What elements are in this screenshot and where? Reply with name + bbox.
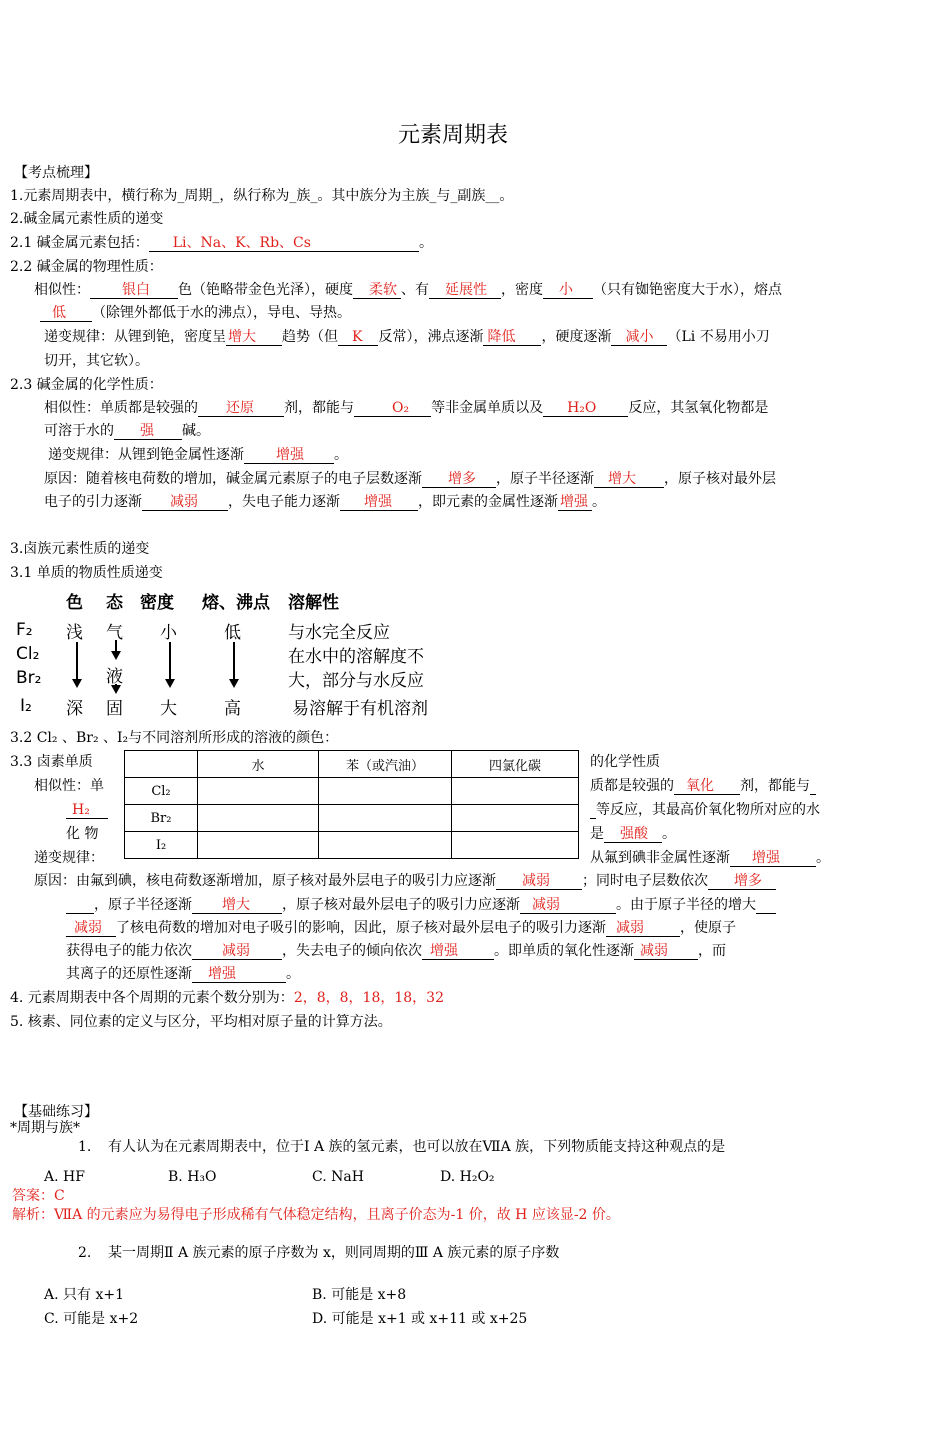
answer: 增强 (192, 966, 286, 983)
label: ，失电子能力逐渐 (228, 494, 340, 510)
label: 是 (590, 826, 604, 842)
answer: 增强 (340, 494, 418, 511)
text-line (44, 493, 606, 511)
label: 剂，都能与 (740, 778, 810, 794)
text-line (590, 849, 830, 867)
row-label: I₂ (125, 832, 198, 859)
text-line (48, 446, 348, 464)
solution-color-table (124, 750, 579, 859)
text-line (34, 872, 776, 890)
label: 等反应，其最高价氧化物所对应的水 (596, 802, 820, 818)
header-density: 密度 (140, 593, 174, 613)
text-line: 的化学性质 (590, 754, 660, 770)
label: 趋势（但 (282, 329, 338, 345)
solubility-line: 在水中的溶解度不 (288, 647, 424, 667)
text-line (66, 965, 300, 983)
label: ，即元素的金属性逐渐 (418, 494, 558, 510)
answer: 减弱 (634, 943, 698, 960)
answer: 减弱 (142, 494, 228, 511)
option: D. H₂O₂ (440, 1169, 495, 1185)
element-f2: F₂ (16, 620, 33, 640)
label: 递变规律：从锂到铯金属性逐渐 (48, 447, 244, 463)
label: ，原子半径逐渐 (94, 897, 192, 913)
page-title: 元素周期表 (398, 123, 509, 148)
table-cell (319, 832, 452, 859)
label: 电子的引力逐渐 (44, 494, 142, 510)
header-color: 色 (66, 593, 83, 613)
text-line: 相似性：单 (34, 778, 104, 794)
answer: 强酸 (604, 826, 662, 843)
answer: O₂ (354, 400, 431, 417)
label: 获得电子的能力依次 (66, 943, 192, 959)
table-cell (319, 778, 452, 805)
table-cell (198, 778, 319, 805)
element-cl2: Cl₂ (16, 644, 40, 664)
table-header-cell (125, 751, 198, 778)
option: C. 可能是 x+2 (44, 1311, 139, 1327)
text-line (66, 942, 726, 960)
header-solubility: 溶解性 (288, 593, 339, 613)
text-line: 1.元素周期表中，横行称为_周期_，纵行称为_族_。其中族分为主族_与_副族__。 (10, 188, 514, 204)
answer: 增多 (708, 873, 776, 890)
halogen-property-figure (14, 588, 444, 718)
section-heading: 【基础练习】 (14, 1104, 98, 1120)
text-line: 2.3 碱金属的化学性质： (10, 377, 163, 393)
answer: 强 (114, 423, 182, 440)
text-line: 3.3 卤素单质 (10, 754, 93, 770)
question-number: 1. (78, 1139, 92, 1155)
answer: 减弱 (192, 943, 282, 960)
text-line (40, 304, 351, 322)
label: 了核电荷数的增加对电子吸引的影响，因此，原子核对最外层电子的吸引力逐渐 (116, 920, 606, 936)
answer: 还原 (198, 400, 284, 417)
label: 递变规律：从锂到铯，密度呈 (44, 329, 226, 345)
table-cell (452, 832, 579, 859)
answer: 延展性 (429, 282, 501, 299)
explanation-line: 解析：ⅦA 的元素应为易得电子形成稀有气体稳定结构，且离子价态为-1 价，故 H 应该显-2 价。 (12, 1207, 620, 1223)
option: A. HF (44, 1169, 85, 1185)
label: 其离子的还原性逐渐 (66, 966, 192, 982)
text-line (590, 777, 816, 795)
label: 2.1 碱金属元素包括： (10, 235, 149, 251)
text-line: 递变规律： (34, 850, 104, 866)
table-header-cell: 苯（或汽油） (319, 751, 452, 778)
table-row (125, 832, 579, 859)
header-melting-point: 熔、沸点 (202, 593, 270, 613)
mp-low: 低 (224, 623, 241, 643)
text-line (44, 470, 776, 488)
state-solid: 固 (106, 699, 123, 719)
label: ，密度 (501, 282, 543, 298)
text-line (10, 989, 444, 1007)
option: A. 只有 x+1 (44, 1287, 124, 1303)
label: ，原子核对最外层电子的吸引力应逐渐 (282, 897, 520, 913)
label: 可溶于水的 (44, 423, 114, 439)
option: B. 可能是 x+8 (312, 1287, 407, 1303)
answer: 减弱 (520, 897, 616, 914)
answer: 增大 (192, 897, 282, 914)
answer: 银白 (90, 282, 178, 299)
answer: 小 (543, 282, 593, 299)
text-line: 2.2 碱金属的物理性质： (10, 259, 163, 275)
question-number: 2. (78, 1245, 92, 1261)
label: 。由于原子半径的增大 (616, 897, 756, 913)
answer: 降低 (483, 329, 541, 346)
label: 。 (334, 447, 348, 463)
answer: H₂ (66, 802, 108, 819)
row-label: Br₂ (125, 805, 198, 832)
label: ；同时电子层数依次 (582, 873, 708, 889)
text-line: 化 物 (66, 826, 99, 842)
label: ，失去电子的倾向依次 (282, 943, 422, 959)
solubility-line: 与水完全反应 (288, 623, 390, 643)
down-arrow-icon (115, 640, 117, 658)
label: 剂，都能与 (284, 400, 354, 416)
mp-high: 高 (224, 699, 241, 719)
label: 反常），沸点逐渐 (378, 329, 484, 345)
solubility-line: 易溶解于有机溶剂 (292, 699, 428, 719)
down-arrow-icon (169, 642, 171, 686)
text-line: *周期与族* (10, 1120, 80, 1136)
text-line: 3.卤族元素性质的递变 (10, 541, 150, 557)
answer: 减弱 (66, 920, 116, 937)
answer: 增强 (730, 850, 816, 867)
question-text: 有人认为在元素周期表中，位于Ⅰ A 族的氢元素，也可以放在ⅦA 族，下列物质能支持这种观点的是 (108, 1139, 726, 1155)
label: 。 (286, 966, 300, 982)
label: 。 (816, 850, 830, 866)
answer-line: 答案：C (12, 1188, 65, 1204)
label: 相似性：单质都是较强的 (44, 400, 198, 416)
table-row (125, 805, 579, 832)
label: 原因：随着核电荷数的增加，碱金属元素原子的电子层数逐渐 (44, 471, 422, 487)
label: 相似性： (34, 282, 90, 298)
header-state: 态 (106, 593, 123, 613)
row-label: Cl₂ (125, 778, 198, 805)
text-line (34, 281, 782, 299)
text-line: 2.1 碱金属元素包括： Li、Na、K、Rb、Cs 。 (10, 235, 433, 251)
color-light: 浅 (66, 623, 83, 643)
label: 4. 元素周期表中各个周期的元素个数分别为： (10, 990, 294, 1006)
text-line (44, 399, 768, 417)
option: B. H₃O (168, 1169, 217, 1185)
label: ，硬度逐渐 (541, 329, 612, 345)
label: 碱。 (182, 423, 210, 439)
answer (149, 235, 419, 252)
answer: 增强 (422, 943, 494, 960)
table-cell (452, 805, 579, 832)
label: 。 (662, 826, 676, 842)
label: 。 (592, 494, 606, 510)
answer: 增多 (422, 471, 496, 488)
label: （除锂外都低于水的沸点），导电、导热。 (92, 305, 351, 321)
answer: 减弱 (496, 873, 582, 890)
label: 。即单质的氧化性逐渐 (494, 943, 634, 959)
element-br2: Br₂ (16, 668, 42, 688)
label: ，而 (698, 943, 726, 959)
text-line: 3.1 单质的物质性质递变 (10, 565, 163, 581)
color-dark: 深 (66, 699, 83, 719)
answer: H₂O (543, 400, 628, 417)
text-line: 5. 核素、同位素的定义与区分，平均相对原子量的计算方法。 (10, 1014, 392, 1030)
label: ，使原子 (680, 920, 736, 936)
text-line (590, 825, 676, 843)
text-line (590, 801, 820, 819)
table-header-cell: 水 (198, 751, 319, 778)
state-liquid: 液 (106, 667, 123, 687)
question-text: 某一周期Ⅱ A 族元素的原子序数为 x，则同周期的Ⅲ A 族元素的原子序数 (108, 1245, 560, 1261)
label: ，原子核对最外层 (664, 471, 776, 487)
answer-text: Li、Na、K、Rb、Cs (172, 235, 311, 251)
table-cell (319, 805, 452, 832)
down-arrow-icon (76, 642, 78, 686)
text-line (44, 328, 770, 346)
answer: 增强 (558, 494, 592, 511)
answer: 增强 (244, 447, 334, 464)
label: ，原子半径逐渐 (496, 471, 594, 487)
label: 色（铯略带金色光泽），硬度 (178, 282, 353, 298)
answer: 减弱 (606, 920, 680, 937)
density-small: 小 (160, 623, 177, 643)
answer: 柔软 (353, 282, 401, 299)
table-header-cell: 四氯化碳 (452, 751, 579, 778)
text-line: 3.2 Cl₂ 、Br₂ 、I₂与不同溶剂所形成的溶液的颜色： (10, 730, 339, 746)
down-arrow-icon (115, 684, 117, 692)
text-line (44, 422, 210, 440)
table-header-row (125, 751, 579, 778)
label: 、有 (401, 282, 429, 298)
label: 质都是较强的 (590, 778, 674, 794)
label: 等非金属单质以及 (431, 400, 544, 416)
answer: 增大 (594, 471, 664, 488)
answer: 2，8，8，18，18，32 (293, 990, 444, 1006)
option: D. 可能是 x+1 或 x+11 或 x+25 (312, 1311, 528, 1327)
answer: 低 (40, 305, 92, 322)
label: （只有铷铯密度大于水），熔点 (593, 282, 782, 298)
element-i2: I₂ (20, 696, 32, 716)
label: 原因：由氟到碘，核电荷数逐渐增加，原子核对最外层电子的吸引力应逐渐 (34, 873, 496, 889)
option: C. NaH (312, 1169, 364, 1185)
answer: K (338, 329, 378, 346)
section-heading: 【考点梳理】 (14, 165, 98, 181)
state-gas: 气 (106, 623, 123, 643)
table-cell (452, 778, 579, 805)
label: 从氟到碘非金属性逐渐 (590, 850, 730, 866)
text-line: 切开，其它软）。 (44, 353, 149, 369)
text-line (66, 896, 776, 914)
label: （Li 不易用小刀 (667, 329, 770, 345)
table-cell (198, 805, 319, 832)
table-row (125, 778, 579, 805)
text-line (66, 919, 736, 937)
answer: 减小 (611, 329, 667, 346)
density-large: 大 (160, 699, 177, 719)
table-cell (198, 832, 319, 859)
text-line: 2.碱金属元素性质的递变 (10, 211, 164, 227)
down-arrow-icon (233, 642, 235, 686)
solubility-line: 大，部分与水反应 (288, 671, 424, 691)
answer: 氧化 (674, 778, 740, 795)
label: 反应，其氢氧化物都是 (628, 400, 769, 416)
answer: 增大 (226, 329, 282, 346)
text-line (66, 801, 108, 819)
